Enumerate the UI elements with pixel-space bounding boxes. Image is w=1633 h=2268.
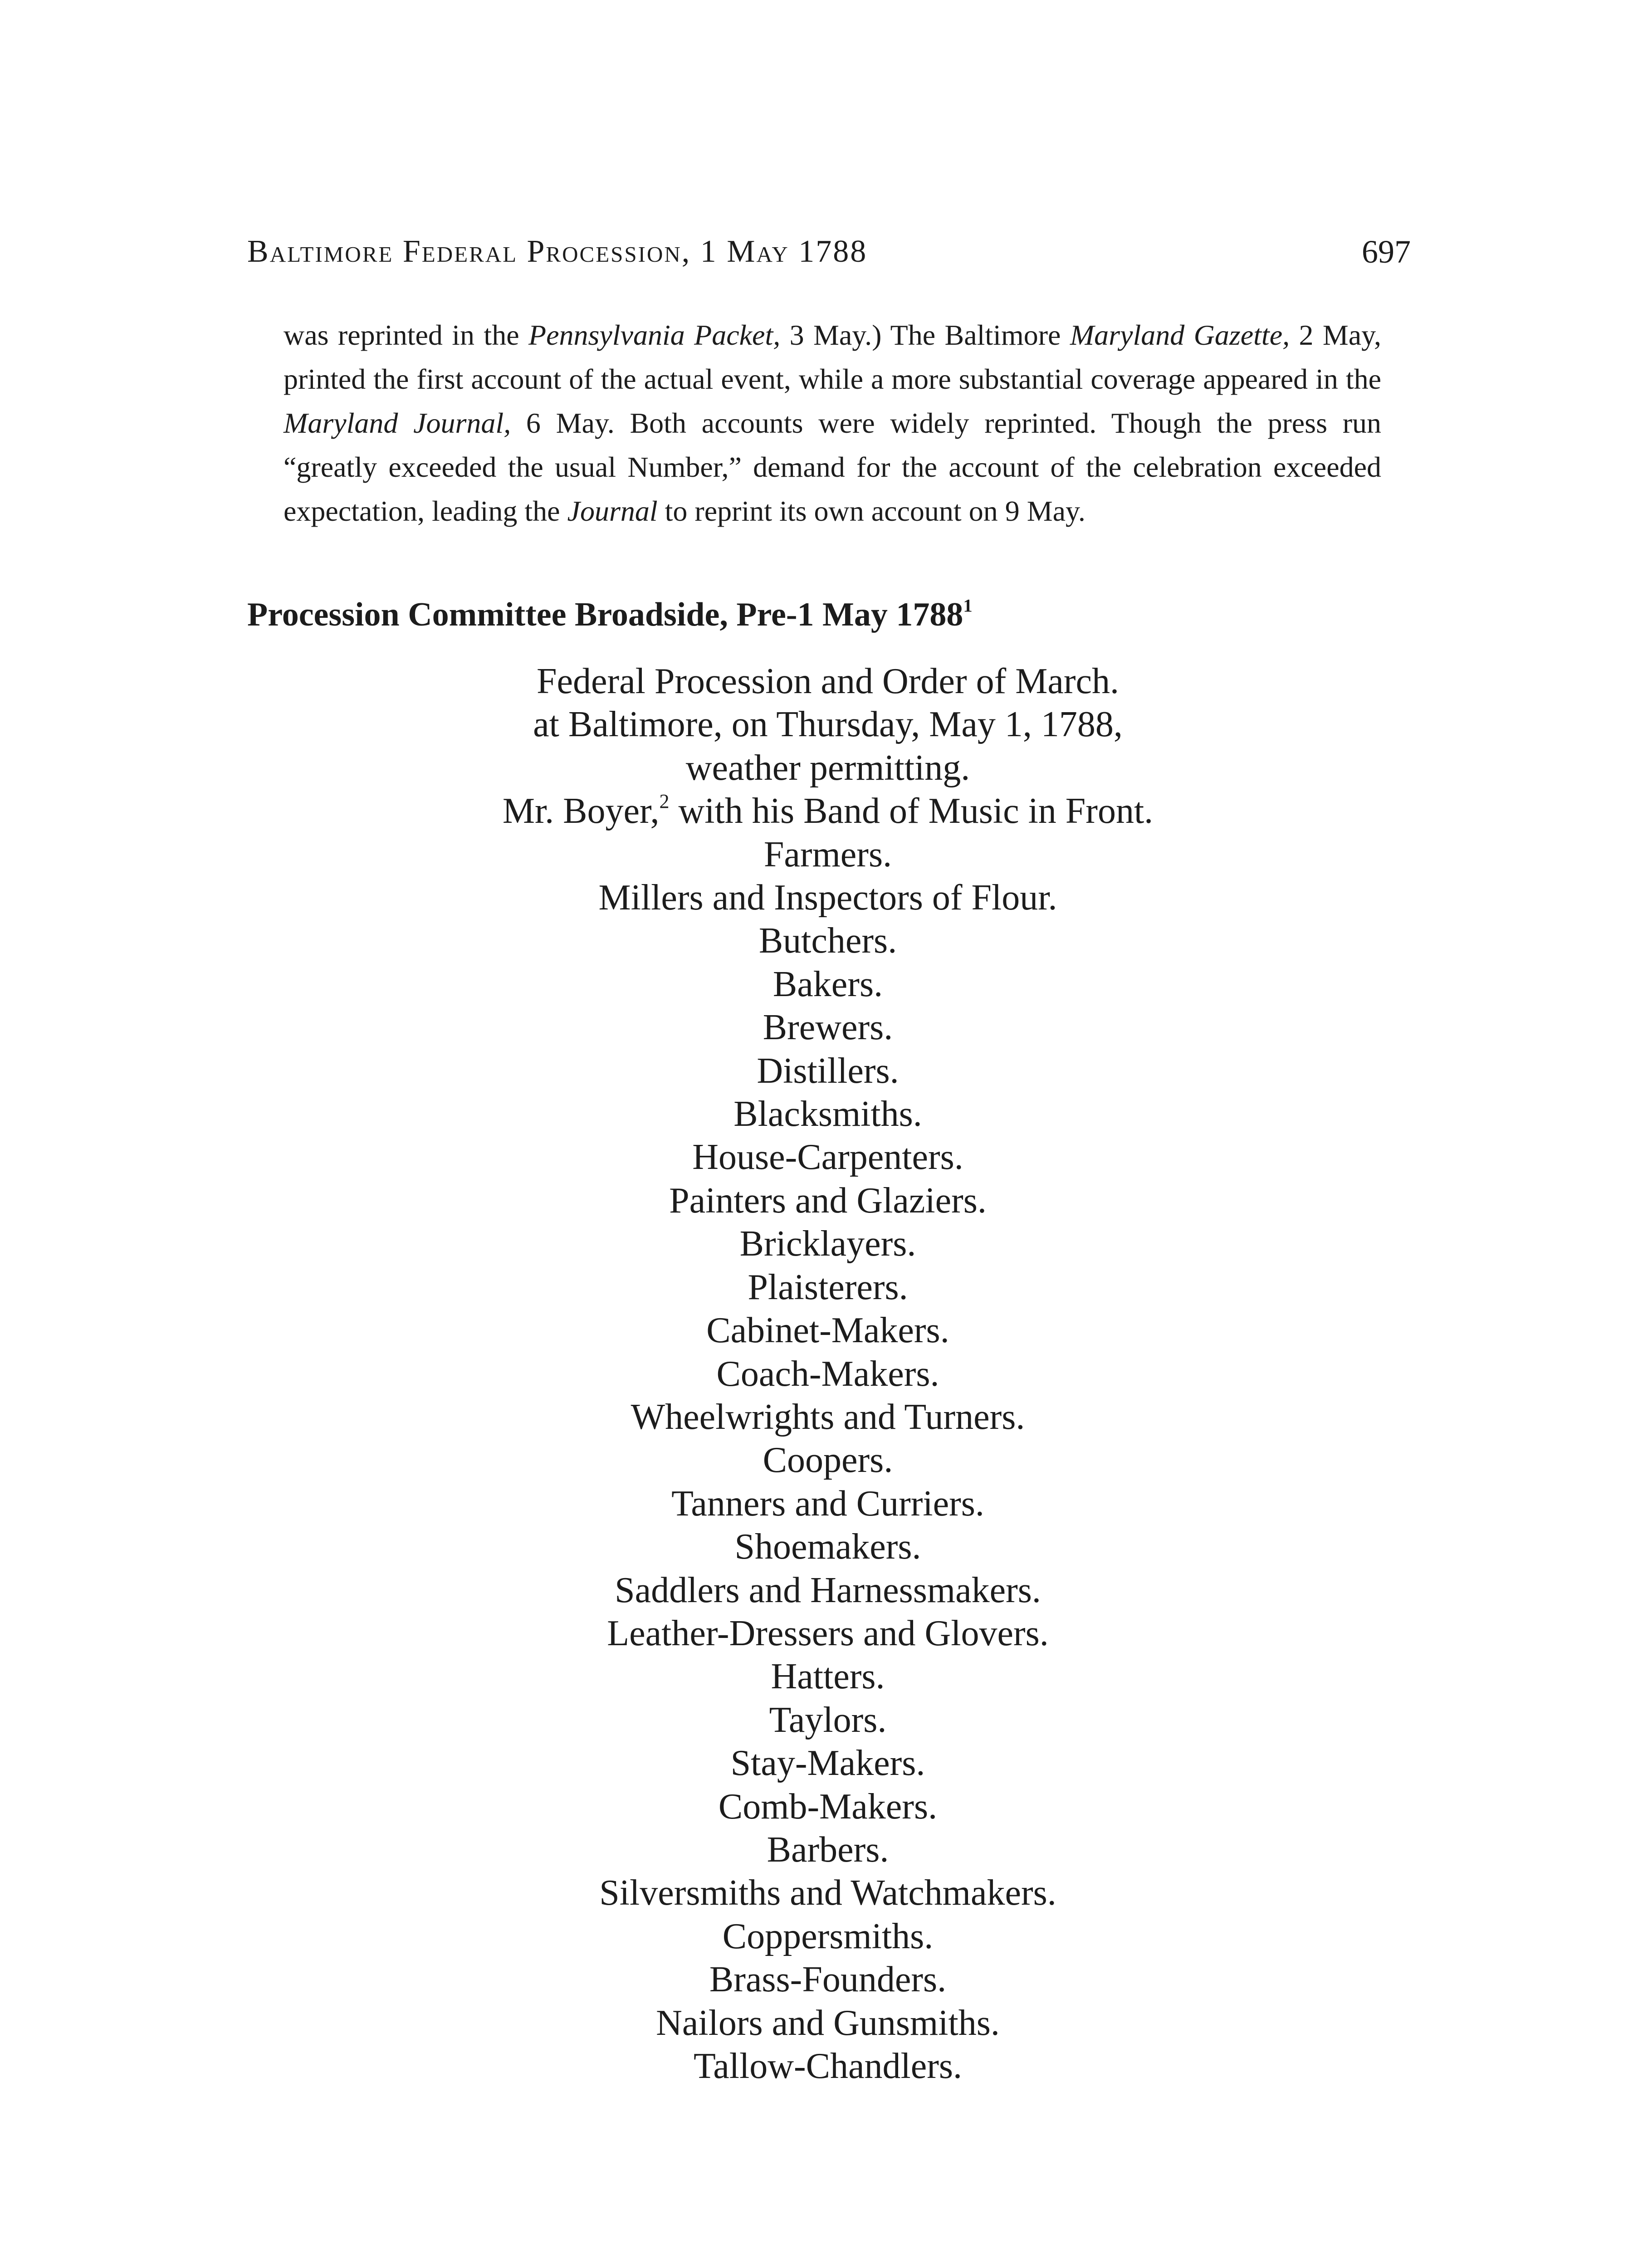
trade-item: Saddlers and Harnessmakers. <box>615 1570 1041 1610</box>
intro-text-9: to reprint its own account on 9 May. <box>657 495 1085 527</box>
intro-paragraph <box>284 313 1381 533</box>
band-text-post: with his Band of Music in Front. <box>669 791 1154 831</box>
trade-item: Bakers. <box>772 964 883 1004</box>
section-heading-text: Procession Committee Broadside, Pre-1 May 1788 <box>247 596 963 633</box>
trade-item: Millers and Inspectors of Flour. <box>598 878 1057 918</box>
trade-item: Shoemakers. <box>734 1527 921 1567</box>
trade-item: Stay-Makers. <box>730 1743 925 1784</box>
trade-item: Cabinet-Makers. <box>706 1310 949 1351</box>
trade-item: Hatters. <box>771 1657 885 1697</box>
trades-list <box>272 833 1384 2088</box>
trade-item: Comb-Makers. <box>718 1786 938 1827</box>
broadside-order-of-march <box>272 660 1384 2088</box>
intro-text <box>284 313 1381 533</box>
footnote-ref: 1 <box>963 595 973 616</box>
running-head <box>247 227 1411 277</box>
intro-text-3: 3 May.) The Baltimore <box>780 319 1070 351</box>
intro-text-5: 2 May, printed the first account of the actual event, while a more substantial coverage appeared in the <box>284 319 1382 395</box>
trade-item: Wheelwrights and Turners. <box>631 1397 1025 1437</box>
trade-item: Barbers. <box>767 1829 889 1870</box>
trade-item: Distillers. <box>757 1051 899 1091</box>
broadside-weather: weather permitting. <box>685 748 970 788</box>
trade-item: Plaisterers. <box>748 1267 908 1307</box>
trade-item: Coach-Makers. <box>716 1354 939 1394</box>
trade-item: Brass-Founders. <box>709 1960 947 2000</box>
broadside-location-date: at Baltimore, on Thursday, May 1, 1788, <box>533 704 1123 745</box>
publication-title: Maryland Journal, <box>284 407 511 439</box>
section-heading <box>247 590 973 640</box>
broadside-band <box>272 790 1384 833</box>
publication-title: Journal <box>567 495 658 527</box>
trade-item: Tallow-Chandlers. <box>693 2046 963 2086</box>
running-title: Baltimore Federal Procession, 1 May 1788 <box>247 234 868 269</box>
trade-item: Blacksmiths. <box>733 1094 922 1134</box>
trade-item: Silversmiths and Watchmakers. <box>599 1873 1056 1913</box>
trade-item: Bricklayers. <box>739 1224 916 1264</box>
page-number: 697 <box>1362 234 1411 270</box>
trade-item: Leather-Dressers and Glovers. <box>607 1613 1049 1653</box>
publication-title: Pennsylvania Packet, <box>528 319 781 351</box>
trade-item: Coppersmiths. <box>722 1916 934 1956</box>
trade-item: Taylors. <box>769 1700 887 1740</box>
trade-item: Nailors and Gunsmiths. <box>656 2003 1000 2043</box>
trade-item: Coopers. <box>763 1440 893 1481</box>
trade-item: Painters and Glaziers. <box>669 1180 987 1221</box>
intro-text-1: was reprinted in the <box>284 319 528 351</box>
trade-item: Butchers. <box>758 921 897 961</box>
trade-item: Farmers. <box>763 834 892 875</box>
trade-item: House-Carpenters. <box>692 1137 963 1178</box>
trade-item: Brewers. <box>763 1007 893 1048</box>
publication-title: Maryland Gazette, <box>1070 319 1290 351</box>
footnote-ref: 2 <box>659 790 670 813</box>
band-text-pre: Mr. Boyer, <box>502 791 660 831</box>
trade-item: Tanners and Curriers. <box>671 1483 984 1524</box>
broadside-title: Federal Procession and Order of March. <box>536 661 1120 701</box>
intro-text-7: 6 May. Both accounts were widely reprinted. Though the press run “greatly exceeded the usual Number,” demand for the account of the celebration exceeded expectation, leading the <box>284 407 1382 527</box>
